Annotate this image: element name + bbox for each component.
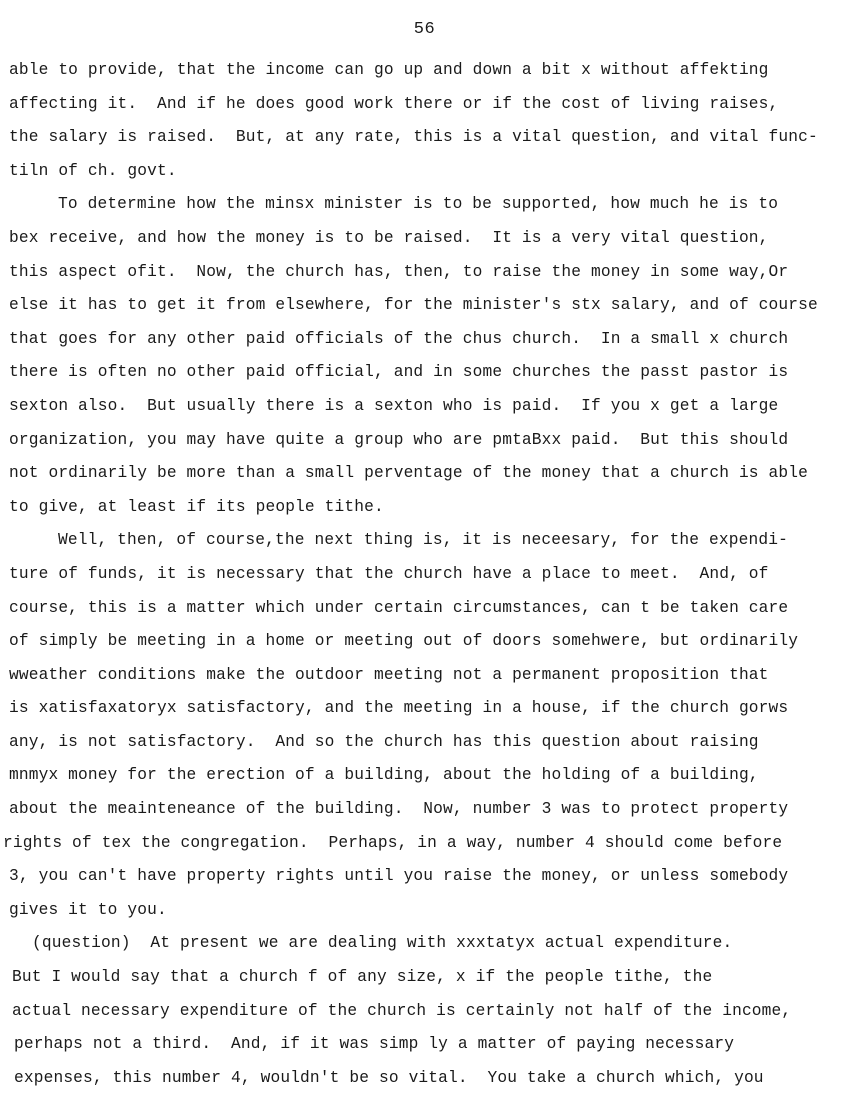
text-line: To determine how the minsx minister is to be supported, how much he is to [58,195,779,214]
text-line: affecting it. And if he does good work there or if the cost of living raises, [9,94,779,113]
text-line: actual necessary expenditure of the church is certainly not half of the income, [12,1001,792,1020]
text-line: mnmyx money for the erection of a building, about the holding of a building, [9,766,759,785]
text-line: Well, then, of course,the next thing is, it is neceesary, for the expendi- [58,531,788,550]
text-line: not ordinarily be more than a small perventage of the money that a church is able [9,464,808,483]
text-line: of simply be meeting in a home or meeting out of doors somehwere, but ordinarily [9,632,799,651]
text-line: any, is not satisfactory. And so the church has this question about raising [9,732,759,751]
text-line: that goes for any other paid officials of the chus church. In a small x church [9,329,789,348]
page-number: 56 [413,20,436,39]
text-line: this aspect ofit. Now, the church has, then, to raise the money in some way,Or [9,262,789,281]
text-line: wweather conditions make the outdoor meeting not a permanent proposition that [9,665,769,684]
text-line: else it has to get it from elsewhere, for the minister's stx salary, and of course [9,296,818,315]
text-line: bex receive, and how the money is to be raised. It is a very vital question, [9,228,769,247]
text-line: ture of funds, it is necessary that the church have a place to meet. And, of [9,564,769,583]
text-line: (question) At present we are dealing with xxxtatyx actual expenditure. [32,934,733,953]
text-line: about the meainteneance of the building. Now, number 3 was to protect property [9,800,789,819]
text-line: is xatisfaxatoryx satisfactory, and the meeting in a house, if the church gorws [9,699,789,718]
text-line: there is often no other paid official, and in some churches the passt pastor is [9,363,789,382]
text-line: gives it to you. [9,900,167,919]
text-line: expenses, this number 4, wouldn't be so vital. You take a church which, you [14,1068,764,1087]
text-line: But I would say that a church f of any size, x if the people tithe, the [12,968,713,987]
text-line: sexton also. But usually there is a sexton who is paid. If you x get a large [9,396,779,415]
text-line: course, this is a matter which under certain circumstances, can t be taken care [9,598,789,617]
text-line: to give, at least if its people tithe. [9,497,384,516]
text-line: rights of tex the congregation. Perhaps, in a way, number 4 should come before [3,833,783,852]
text-line: tiln of ch. govt. [9,161,177,180]
text-line: perhaps not a third. And, if it was simp ly a matter of paying necessary [14,1035,735,1054]
text-line: organization, you may have quite a group who are pmtaBxx paid. But this should [9,430,789,449]
body-text [0,54,849,1095]
text-line: the salary is raised. But, at any rate, this is a vital question, and vital func- [9,128,818,147]
text-line: able to provide, that the income can go up and down a bit x without affekting [9,61,769,79]
text-line: 3, you can't have property rights until you raise the money, or unless somebody [9,867,789,886]
